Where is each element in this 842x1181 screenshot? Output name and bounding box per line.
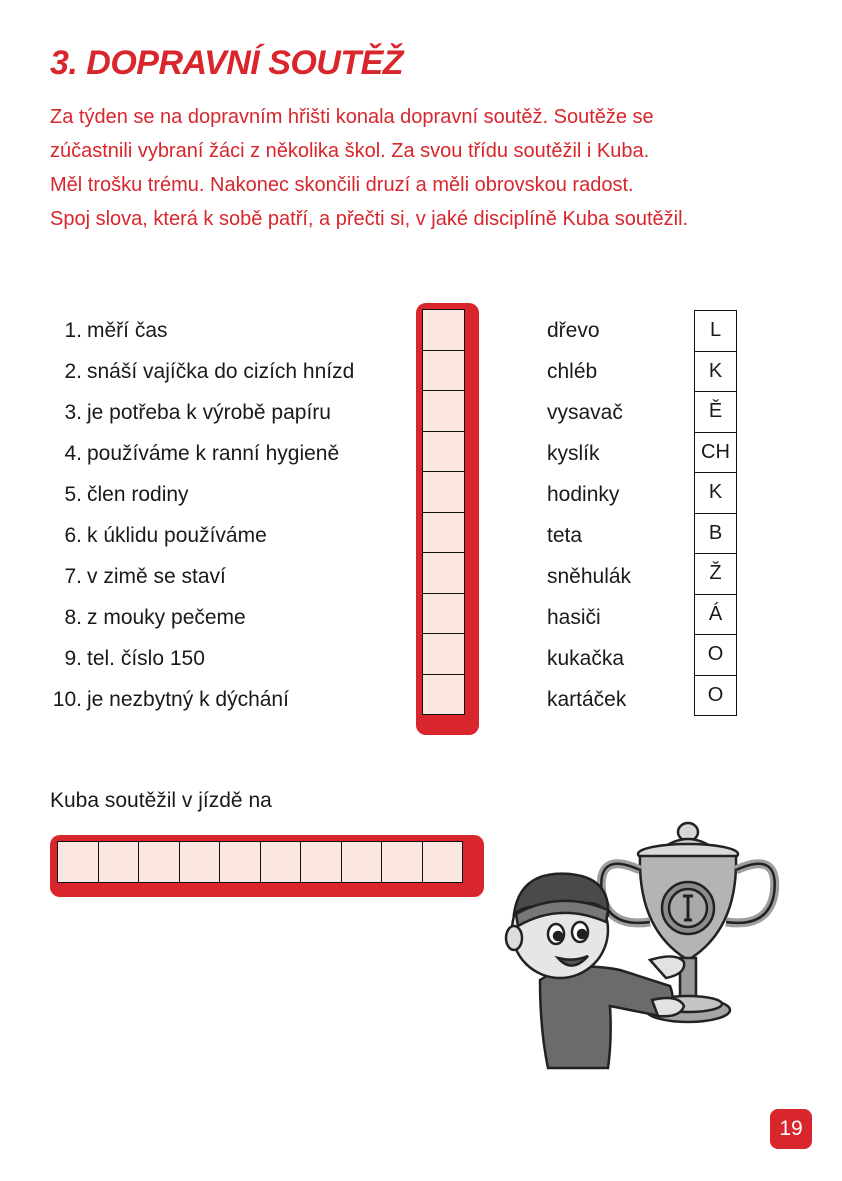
clue-number: 10. bbox=[52, 687, 82, 711]
clue-number: 5. bbox=[64, 482, 82, 506]
answer-letter-cell[interactable] bbox=[423, 842, 463, 882]
letter-column bbox=[694, 310, 737, 716]
clue-text: člen rodiny bbox=[87, 482, 189, 506]
word-item: dřevo bbox=[547, 318, 600, 342]
clue-text: z mouky pečeme bbox=[87, 605, 246, 629]
word-item: vysavač bbox=[547, 400, 623, 424]
answer-letter-cell[interactable] bbox=[58, 842, 99, 882]
clue-text: k úklidu používáme bbox=[87, 523, 267, 547]
clue-text: používáme k ranní hygieně bbox=[87, 441, 340, 465]
answer-letter-cell[interactable] bbox=[99, 842, 140, 882]
word-item: hasiči bbox=[547, 605, 601, 629]
clue-row bbox=[50, 679, 380, 720]
word-list bbox=[547, 310, 687, 720]
clue-row bbox=[50, 351, 380, 392]
clue-list bbox=[50, 310, 380, 720]
answer-cell[interactable] bbox=[423, 675, 464, 715]
clue-number: 4. bbox=[64, 441, 82, 465]
letter-cell: Ě bbox=[695, 392, 736, 433]
clue-row bbox=[50, 392, 380, 433]
clue-row bbox=[50, 433, 380, 474]
answer-prompt: Kuba soutěžil v jízdě na bbox=[50, 789, 272, 812]
word-item: kyslík bbox=[547, 441, 600, 465]
letter-cell: Ž bbox=[695, 554, 736, 595]
letter-cell: O bbox=[695, 635, 736, 676]
clue-text: tel. číslo 150 bbox=[87, 646, 205, 670]
word-item: teta bbox=[547, 523, 583, 547]
answer-cell[interactable] bbox=[423, 391, 464, 432]
answer-column bbox=[416, 303, 479, 735]
clue-text: snáší vajíčka do cizích hnízd bbox=[87, 359, 355, 383]
letter-cell: K bbox=[695, 352, 736, 393]
word-item: sněhulák bbox=[547, 564, 632, 588]
page-number: 19 bbox=[770, 1109, 812, 1149]
answer-bar bbox=[50, 835, 484, 897]
answer-cell[interactable] bbox=[423, 594, 464, 635]
letter-cell: Á bbox=[695, 595, 736, 636]
answer-cell[interactable] bbox=[423, 513, 464, 554]
clue-text: je nezbytný k dýchání bbox=[87, 687, 289, 711]
clue-row bbox=[50, 310, 380, 351]
answer-cell[interactable] bbox=[423, 351, 464, 392]
clue-row bbox=[50, 556, 380, 597]
clue-row bbox=[50, 474, 380, 515]
clue-number: 6. bbox=[64, 523, 82, 547]
clue-number: 8. bbox=[64, 605, 82, 629]
letter-cell: CH bbox=[695, 433, 736, 474]
instruction-line: Měl trošku trému. Nakonec skončili druzí a měli obrovskou radost. bbox=[50, 174, 634, 196]
clue-row bbox=[50, 597, 380, 638]
answer-letter-cell[interactable] bbox=[382, 842, 423, 882]
answer-cell[interactable] bbox=[423, 472, 464, 513]
word-item: chléb bbox=[547, 359, 598, 383]
answer-cell[interactable] bbox=[423, 310, 464, 351]
letter-cell: B bbox=[695, 514, 736, 555]
clue-text: v zimě se staví bbox=[87, 564, 226, 588]
word-item: hodinky bbox=[547, 482, 620, 506]
clue-number: 7. bbox=[64, 564, 82, 588]
answer-cell[interactable] bbox=[423, 634, 464, 675]
clue-number: 1. bbox=[64, 318, 82, 342]
letter-cell: K bbox=[695, 473, 736, 514]
clue-text: je potřeba k výrobě papíru bbox=[87, 400, 331, 424]
instruction-line: zúčastnili vybraní žáci z několika škol. Za svou třídu soutěžil i Kuba. bbox=[50, 140, 650, 162]
clue-row bbox=[50, 515, 380, 556]
answer-letter-cell[interactable] bbox=[342, 842, 383, 882]
clue-number: 2. bbox=[64, 359, 82, 383]
letter-cell: O bbox=[707, 683, 724, 706]
answer-cell[interactable] bbox=[423, 553, 464, 594]
instruction-line: Spoj slova, která k sobě patří, a přečti si, v jaké disciplíně Kuba soutěžil. bbox=[50, 208, 689, 230]
instructions bbox=[50, 100, 790, 236]
answer-letter-cell[interactable] bbox=[139, 842, 180, 882]
answer-bar-cells bbox=[57, 841, 463, 883]
clue-number: 3. bbox=[64, 400, 82, 424]
answer-cell[interactable] bbox=[423, 432, 464, 473]
answer-letter-cell[interactable] bbox=[180, 842, 221, 882]
page-title: 3. DOPRAVNÍ SOUTĚŽ bbox=[50, 44, 404, 82]
word-item: kukačka bbox=[547, 646, 625, 670]
boy-with-trophy-icon bbox=[500, 810, 790, 1070]
clue-text: měří čas bbox=[87, 318, 168, 342]
word-item: kartáček bbox=[547, 687, 627, 711]
clue-row bbox=[50, 638, 380, 679]
instruction-line: Za týden se na dopravním hřišti konala dopravní soutěž. Soutěže se bbox=[50, 106, 654, 128]
answer-letter-cell[interactable] bbox=[220, 842, 261, 882]
answer-letter-cell[interactable] bbox=[261, 842, 302, 882]
answer-letter-cell[interactable] bbox=[301, 842, 342, 882]
letter-cell: L bbox=[695, 311, 736, 352]
clue-number: 9. bbox=[64, 646, 82, 670]
answer-column-cells bbox=[422, 309, 465, 715]
